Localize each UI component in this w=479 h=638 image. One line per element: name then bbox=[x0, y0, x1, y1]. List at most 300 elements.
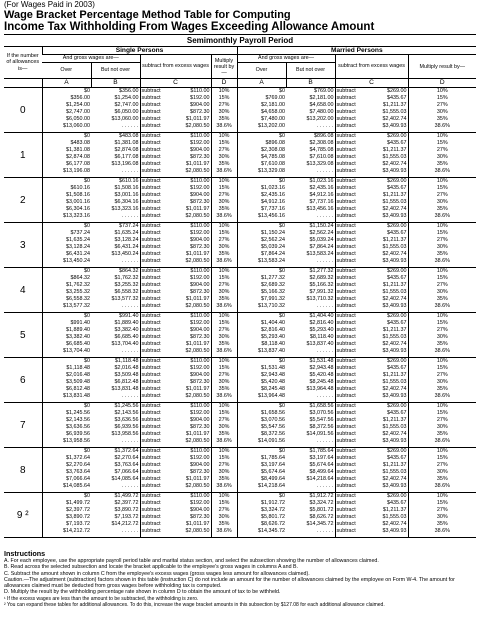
table-cell: $8,499.64 bbox=[237, 476, 286, 483]
subtract-amount: $1,211.37 bbox=[382, 327, 407, 333]
table-cell: $0 bbox=[237, 223, 286, 231]
table-cell: $0 bbox=[42, 133, 91, 141]
table-cell: $7,480.00 bbox=[237, 116, 286, 123]
table-cell: 35% bbox=[408, 341, 476, 348]
subtract-word: subtract bbox=[141, 341, 161, 347]
subtract-cell bbox=[335, 102, 408, 109]
table-cell: 10% bbox=[408, 223, 476, 231]
subtract-amount: $3,409.93 bbox=[382, 393, 407, 399]
table-cell: $5,420.48 bbox=[237, 379, 286, 386]
table-row bbox=[4, 213, 476, 223]
subtract-word: subtract bbox=[141, 161, 161, 167]
table-cell: $2,747.00 bbox=[114, 102, 139, 108]
subtract-word: subtract bbox=[336, 251, 356, 257]
table-cell: 30% bbox=[211, 109, 237, 116]
subtract-amount: $3,409.93 bbox=[382, 483, 407, 489]
table-cell: $3,255.32 bbox=[42, 289, 91, 296]
table-cell: 10% bbox=[408, 403, 476, 411]
table-cell: $1,762.32 bbox=[114, 275, 139, 281]
table-cell: $1,372.64 bbox=[114, 448, 139, 454]
table-row bbox=[4, 327, 476, 334]
table-row bbox=[4, 95, 476, 102]
subtract-amount: $1,555.03 bbox=[382, 154, 407, 160]
subtract-word: subtract bbox=[336, 244, 356, 250]
table-cell: 15% bbox=[408, 275, 476, 282]
subtract-cell bbox=[140, 206, 211, 213]
subtract-word: subtract bbox=[141, 282, 161, 288]
subtract-cell bbox=[335, 424, 408, 431]
table-cell: 30% bbox=[211, 289, 237, 296]
subtract-amount: $192.00 bbox=[190, 185, 210, 191]
table-cell: $6,558.32 bbox=[42, 296, 91, 303]
subtract-word: subtract bbox=[141, 379, 161, 385]
table-cell: $2,562.24 bbox=[309, 230, 334, 236]
subtract-cell bbox=[140, 500, 211, 507]
table-cell: 27% bbox=[211, 282, 237, 289]
subtract-word: subtract bbox=[336, 303, 356, 309]
table-cell: $356.00 bbox=[119, 88, 139, 94]
subtract-amount: $110.00 bbox=[190, 268, 210, 274]
subtract-cell bbox=[335, 213, 408, 223]
subtract-amount: $872.30 bbox=[190, 289, 210, 295]
table-cell: $8,626.72 bbox=[309, 514, 334, 520]
table-cell: $13,831.48 bbox=[42, 393, 91, 403]
subtract-cell bbox=[140, 403, 211, 411]
table-cell: 10% bbox=[211, 268, 237, 276]
table-cell: $14,091.56 bbox=[306, 431, 334, 437]
subtract-cell bbox=[140, 168, 211, 178]
table-cell: 30% bbox=[211, 154, 237, 161]
subtract-cell bbox=[140, 476, 211, 483]
subtract-word: subtract bbox=[141, 424, 161, 430]
table-cell: $0 bbox=[237, 268, 286, 276]
table-cell: $0 bbox=[237, 493, 286, 501]
table-cell: 38.6% bbox=[211, 258, 237, 268]
table-cell: $5,674.64 bbox=[309, 462, 334, 468]
table-cell: $1,277.32 bbox=[309, 268, 334, 274]
subtract-amount: $269.00 bbox=[387, 133, 407, 139]
subtract-cell bbox=[140, 417, 211, 424]
table-cell: $4,912.16 bbox=[237, 199, 286, 206]
subtract-cell bbox=[335, 237, 408, 244]
subtract-cell bbox=[140, 372, 211, 379]
subtract-cell bbox=[140, 483, 211, 493]
subtract-cell bbox=[140, 258, 211, 268]
table-cell: $2,874.08 bbox=[114, 147, 139, 153]
table-cell: 35% bbox=[408, 296, 476, 303]
subtract-cell bbox=[335, 275, 408, 282]
table-cell: $991.40 bbox=[42, 320, 91, 327]
subtract-cell bbox=[335, 147, 408, 154]
table-cell: $864.32 bbox=[42, 275, 91, 282]
table-cell: 15% bbox=[408, 140, 476, 147]
table-cell: 15% bbox=[211, 410, 237, 417]
subtract-word: subtract bbox=[336, 223, 356, 229]
subtract-word: subtract bbox=[141, 358, 161, 364]
table-cell: 27% bbox=[211, 462, 237, 469]
table-cell: 15% bbox=[211, 455, 237, 462]
table-cell: $6,050.00 bbox=[114, 109, 139, 115]
table-cell: $5,039.24 bbox=[309, 237, 334, 243]
single-subtract-header: subtract from excess wages bbox=[140, 55, 211, 79]
table-cell: $1,889.40 bbox=[114, 320, 139, 326]
subtract-word: subtract bbox=[336, 258, 356, 264]
subtract-word: subtract bbox=[336, 282, 356, 288]
table-cell: $0 bbox=[42, 88, 91, 96]
table-cell: $2,816.40 bbox=[309, 320, 334, 326]
table-cell: 38.6% bbox=[211, 483, 237, 493]
table-row bbox=[4, 258, 476, 268]
subtract-cell bbox=[335, 493, 408, 501]
table-body bbox=[4, 88, 476, 538]
subtract-word: subtract bbox=[336, 140, 356, 146]
single-multiply-header: Multiply result by— bbox=[211, 55, 237, 79]
subtract-word: subtract bbox=[141, 528, 161, 534]
table-cell: 15% bbox=[211, 365, 237, 372]
table-cell: 38.6% bbox=[211, 348, 237, 358]
table-cell: $14,085.64 bbox=[42, 483, 91, 493]
subtract-amount: $110.00 bbox=[190, 133, 210, 139]
subtract-word: subtract bbox=[336, 230, 356, 236]
subtract-cell bbox=[140, 348, 211, 358]
subtract-word: subtract bbox=[141, 507, 161, 513]
subtract-word: subtract bbox=[336, 102, 356, 108]
table-cell: 27% bbox=[211, 372, 237, 379]
subtract-word: subtract bbox=[336, 320, 356, 326]
table-cell: 38.6% bbox=[408, 303, 476, 313]
subtract-word: subtract bbox=[141, 365, 161, 371]
table-cell: 30% bbox=[211, 379, 237, 386]
column-letter: D bbox=[408, 79, 476, 88]
subtract-amount: $269.00 bbox=[387, 178, 407, 184]
table-cell: 30% bbox=[211, 244, 237, 251]
subtract-cell bbox=[140, 438, 211, 448]
table-cell: 35% bbox=[408, 431, 476, 438]
subtract-amount: $192.00 bbox=[190, 95, 210, 101]
table-cell: $13,831.48 bbox=[111, 386, 139, 392]
subtract-word: subtract bbox=[336, 348, 356, 354]
table-cell: $13,577.32 bbox=[111, 296, 139, 302]
table-cell: 35% bbox=[211, 161, 237, 168]
subtract-word: subtract bbox=[141, 296, 161, 302]
table-row bbox=[4, 455, 476, 462]
subtract-word: subtract bbox=[336, 431, 356, 437]
table-row bbox=[4, 431, 476, 438]
subtract-word: subtract bbox=[336, 116, 356, 122]
subtract-cell bbox=[140, 514, 211, 521]
subtract-word: subtract bbox=[141, 448, 161, 454]
table-cell: 30% bbox=[408, 469, 476, 476]
table-cell: $610.16 bbox=[42, 185, 91, 192]
table-cell: $1,245.56 bbox=[114, 403, 139, 409]
subtract-cell bbox=[140, 230, 211, 237]
table-cell: 27% bbox=[408, 507, 476, 514]
table-cell: $14,212.72 bbox=[111, 521, 139, 527]
subtract-word: subtract bbox=[336, 424, 356, 430]
table-cell: $769.00 bbox=[237, 95, 286, 102]
subtract-cell bbox=[140, 431, 211, 438]
subtract-word: subtract bbox=[141, 320, 161, 326]
table-cell: 35% bbox=[211, 431, 237, 438]
table-cell: $1,118.48 bbox=[42, 365, 91, 372]
subtract-word: subtract bbox=[141, 462, 161, 468]
table-cell: . . . . . . bbox=[91, 483, 140, 493]
subtract-amount: $2,080.50 bbox=[185, 258, 210, 264]
table-cell: $2,308.08 bbox=[309, 140, 334, 146]
subtract-amount: $110.00 bbox=[190, 493, 210, 499]
subtract-word: subtract bbox=[336, 379, 356, 385]
married-not-over-header: But not over bbox=[286, 63, 335, 79]
subtract-cell bbox=[335, 258, 408, 268]
subtract-word: subtract bbox=[336, 133, 356, 139]
table-cell: $1,277.32 bbox=[237, 275, 286, 282]
subtract-word: subtract bbox=[141, 289, 161, 295]
table-cell: 38.6% bbox=[408, 483, 476, 493]
table-cell: $3,509.48 bbox=[114, 372, 139, 378]
table-cell: $6,812.48 bbox=[114, 379, 139, 385]
table-row bbox=[4, 514, 476, 521]
subtract-amount: $1,211.37 bbox=[382, 462, 407, 468]
table-cell: $14,218.64 bbox=[306, 476, 334, 482]
table-row bbox=[4, 289, 476, 296]
subtract-word: subtract bbox=[141, 455, 161, 461]
married-multiply-header: Multiply result by— bbox=[408, 55, 476, 79]
allowances-count: 0 bbox=[4, 88, 42, 133]
table-cell: $7,737.16 bbox=[237, 206, 286, 213]
subtract-word: subtract bbox=[141, 268, 161, 274]
allowances-count: 6 bbox=[4, 358, 42, 403]
subtract-word: subtract bbox=[141, 275, 161, 281]
table-row bbox=[4, 185, 476, 192]
table-cell: $5,547.56 bbox=[309, 417, 334, 423]
subtract-amount: $1,555.03 bbox=[382, 379, 407, 385]
table-cell: $0 bbox=[42, 358, 91, 366]
subtract-cell bbox=[335, 514, 408, 521]
table-cell: $3,636.56 bbox=[42, 424, 91, 431]
subtract-word: subtract bbox=[336, 386, 356, 392]
table-cell: 10% bbox=[408, 268, 476, 276]
subtract-cell bbox=[335, 178, 408, 186]
subtract-cell bbox=[140, 469, 211, 476]
table-cell: $2,816.40 bbox=[237, 327, 286, 334]
table-cell: $7,480.00 bbox=[309, 109, 334, 115]
column-letter: C bbox=[335, 79, 408, 88]
subtract-cell bbox=[140, 410, 211, 417]
table-cell: $4,785.08 bbox=[309, 147, 334, 153]
table-cell: $8,626.72 bbox=[237, 521, 286, 528]
subtract-amount: $1,555.03 bbox=[382, 469, 407, 475]
subtract-word: subtract bbox=[141, 431, 161, 437]
subtract-word: subtract bbox=[141, 223, 161, 229]
table-cell: $13,329.08 bbox=[237, 168, 286, 178]
subtract-word: subtract bbox=[336, 469, 356, 475]
table-cell: $1,381.08 bbox=[42, 147, 91, 154]
table-row bbox=[4, 102, 476, 109]
subtract-amount: $3,409.93 bbox=[382, 348, 407, 354]
table-cell: $14,085.64 bbox=[111, 476, 139, 482]
married-wages-header: And gross wages are— bbox=[237, 55, 335, 63]
subtract-cell bbox=[335, 161, 408, 168]
subtract-word: subtract bbox=[336, 206, 356, 212]
table-cell: $1,912.72 bbox=[309, 493, 334, 499]
table-cell: 38.6% bbox=[408, 528, 476, 538]
table-cell: 27% bbox=[408, 327, 476, 334]
table-row bbox=[4, 500, 476, 507]
table-cell: 10% bbox=[211, 223, 237, 231]
subtract-cell bbox=[335, 109, 408, 116]
subtract-cell bbox=[140, 213, 211, 223]
table-cell: 10% bbox=[408, 133, 476, 141]
subtract-word: subtract bbox=[141, 493, 161, 499]
table-cell: 10% bbox=[211, 88, 237, 96]
table-row bbox=[4, 296, 476, 303]
table-cell: $1,912.72 bbox=[237, 500, 286, 507]
table-cell: 35% bbox=[408, 476, 476, 483]
table-row bbox=[4, 424, 476, 431]
table-row bbox=[4, 410, 476, 417]
table-cell: $896.08 bbox=[237, 140, 286, 147]
table-row bbox=[4, 403, 476, 411]
table-cell: 35% bbox=[408, 161, 476, 168]
table-row bbox=[4, 448, 476, 456]
table-row bbox=[4, 393, 476, 403]
table-cell: . . . . . . bbox=[91, 438, 140, 448]
subtract-amount: $1,011.97 bbox=[185, 206, 210, 212]
table-cell: $5,801.72 bbox=[237, 514, 286, 521]
subtract-word: subtract bbox=[336, 88, 356, 94]
table-cell: $6,812.48 bbox=[42, 386, 91, 393]
subtract-amount: $872.30 bbox=[190, 199, 210, 205]
table-cell: $2,016.48 bbox=[42, 372, 91, 379]
table-row bbox=[4, 282, 476, 289]
table-cell: $14,091.56 bbox=[237, 438, 286, 448]
table-cell: $1,635.24 bbox=[42, 237, 91, 244]
allowances-count: 3 bbox=[4, 223, 42, 268]
table-cell: $1,499.72 bbox=[42, 500, 91, 507]
table-cell: $5,547.56 bbox=[237, 424, 286, 431]
table-cell: 10% bbox=[408, 493, 476, 501]
table-cell: 27% bbox=[211, 507, 237, 514]
subtract-word: subtract bbox=[141, 244, 161, 250]
subtract-amount: $1,211.37 bbox=[382, 192, 407, 198]
table-cell: 35% bbox=[408, 251, 476, 258]
table-cell: 27% bbox=[408, 372, 476, 379]
subtract-cell bbox=[335, 327, 408, 334]
table-cell: $13,456.16 bbox=[306, 206, 334, 212]
subtract-amount: $1,011.97 bbox=[185, 251, 210, 257]
subtract-word: subtract bbox=[336, 327, 356, 333]
table-cell: . . . . . . bbox=[286, 348, 335, 358]
subtract-cell bbox=[140, 358, 211, 366]
subtract-cell bbox=[335, 379, 408, 386]
table-cell: $13,958.56 bbox=[111, 431, 139, 437]
subtract-amount: $435.67 bbox=[387, 275, 407, 281]
table-cell: 15% bbox=[408, 455, 476, 462]
table-row bbox=[4, 178, 476, 186]
table-cell: 15% bbox=[408, 230, 476, 237]
table-cell: $2,308.08 bbox=[237, 147, 286, 154]
subtract-amount: $2,402.74 bbox=[382, 206, 407, 212]
subtract-amount: $2,080.50 bbox=[185, 303, 210, 309]
table-cell: $0 bbox=[237, 313, 286, 321]
subtract-cell bbox=[335, 192, 408, 199]
subtract-word: subtract bbox=[336, 192, 356, 198]
allowances-count: 9 ² bbox=[4, 493, 42, 538]
table-cell: $1,889.40 bbox=[42, 327, 91, 334]
table-cell: $6,939.56 bbox=[42, 431, 91, 438]
table-row bbox=[4, 268, 476, 276]
subtract-cell bbox=[335, 431, 408, 438]
subtract-amount: $1,011.97 bbox=[185, 476, 210, 482]
subtract-cell bbox=[335, 154, 408, 161]
subtract-word: subtract bbox=[336, 521, 356, 527]
table-cell: $3,128.24 bbox=[114, 237, 139, 243]
subtract-cell bbox=[140, 296, 211, 303]
table-cell: . . . . . . bbox=[286, 483, 335, 493]
subtract-amount: $904.00 bbox=[190, 237, 210, 243]
subtract-amount: $2,080.50 bbox=[185, 123, 210, 129]
subtract-word: subtract bbox=[141, 206, 161, 212]
subtract-word: subtract bbox=[141, 514, 161, 520]
table-cell: 10% bbox=[211, 493, 237, 501]
subtract-cell bbox=[140, 327, 211, 334]
column-letters-row bbox=[4, 79, 476, 88]
table-cell: $6,939.56 bbox=[114, 424, 139, 430]
table-cell: 30% bbox=[408, 109, 476, 116]
instructions-heading: Instructions bbox=[4, 549, 46, 558]
table-cell: $3,197.64 bbox=[237, 462, 286, 469]
column-letter: A bbox=[42, 79, 91, 88]
subtract-amount: $2,402.74 bbox=[382, 476, 407, 482]
subtract-amount: $1,211.37 bbox=[382, 237, 407, 243]
table-cell: $3,001.16 bbox=[42, 199, 91, 206]
table-cell: 38.6% bbox=[408, 348, 476, 358]
subtract-amount: $872.30 bbox=[190, 424, 210, 430]
table-cell: . . . . . . bbox=[91, 348, 140, 358]
subtract-word: subtract bbox=[336, 438, 356, 444]
subtract-cell bbox=[140, 244, 211, 251]
table-cell: . . . . . . bbox=[91, 168, 140, 178]
subtract-amount: $904.00 bbox=[190, 147, 210, 153]
table-row bbox=[4, 199, 476, 206]
subtract-cell bbox=[335, 417, 408, 424]
table-cell: $13,323.16 bbox=[111, 206, 139, 212]
table-cell: 27% bbox=[211, 417, 237, 424]
subtract-word: subtract bbox=[336, 154, 356, 160]
subtract-word: subtract bbox=[336, 514, 356, 520]
subtract-amount: $872.30 bbox=[190, 379, 210, 385]
subtract-amount: $192.00 bbox=[190, 365, 210, 371]
table-cell: $3,763.64 bbox=[114, 462, 139, 468]
table-cell: $8,372.56 bbox=[237, 431, 286, 438]
table-cell: . . . . . . bbox=[91, 213, 140, 223]
wage-bracket-table bbox=[4, 47, 476, 538]
subtract-amount: $1,011.97 bbox=[185, 116, 210, 122]
subtract-cell bbox=[140, 275, 211, 282]
table-row bbox=[4, 147, 476, 154]
table-row bbox=[4, 386, 476, 393]
subtract-amount: $192.00 bbox=[190, 500, 210, 506]
subtract-word: subtract bbox=[141, 303, 161, 309]
table-cell: $3,324.72 bbox=[309, 500, 334, 506]
subtract-word: subtract bbox=[141, 230, 161, 236]
table-title-line2: Income Tax Withholding From Wages Exceeding Allowance Amount bbox=[4, 21, 476, 35]
allowances-count: 8 bbox=[4, 448, 42, 493]
table-cell: . . . . . . bbox=[286, 213, 335, 223]
allowances-count: 2 bbox=[4, 178, 42, 223]
table-cell: $2,943.48 bbox=[309, 365, 334, 371]
table-cell: $3,509.48 bbox=[42, 379, 91, 386]
